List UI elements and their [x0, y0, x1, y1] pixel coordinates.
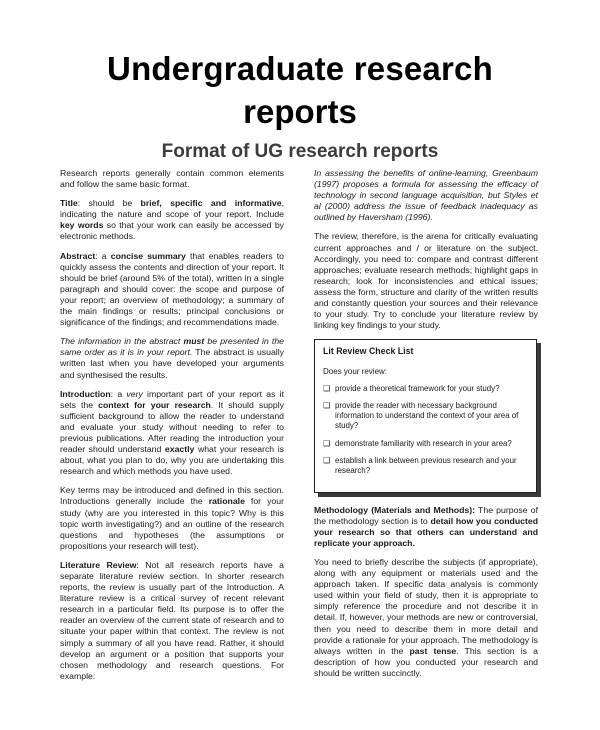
review-paragraph: The review, therefore, is the arena for critically evaluating current approaches and / or literature on the subject. Accordingly, you need to: compare and contrast different approaches; evaluate research methods; highlight gaps in research; look for inconsistencies and ethical issues; assess the form, structure and clarity of the written results and constantly question your sources and their relevance to your study. Try to conclude your literature review by linking key findings to your study.	[314, 231, 538, 331]
page-title-line2: reports	[243, 93, 357, 130]
checklist-item: ❏ demonstrate familiarity with research in your area?	[323, 438, 512, 448]
intro-paragraph: Research reports generally contain common elements and follow the same basic format.	[60, 168, 284, 190]
methodology-detail-paragraph: You need to briefly describe the subjects (if appropriate), along with any equipment or materials used and the approach taken. If specific data analysis is commonly used within your field of study, then it is appropriate to simply reference the procedure and not describe it in detail. If, however, your methods are new or controversial, then you need to describe them in more detail and provide a rationale for your approach. The methodology is always written in the past tense. This section is a description of how you conducted your research and should be written succinctly.	[314, 556, 538, 678]
checkbox-icon: ❏	[323, 383, 331, 393]
title-paragraph: Title: should be brief, specific and informative, indicating the nature and scope of your report. Include key words so that your work can easily be accessed by electronic methods.	[60, 198, 284, 242]
left-column	[60, 168, 284, 690]
methodology-paragraph: Methodology (Materials and Methods): The purpose of the methodology section is to detail how you conducted your research so that others can understand and replicate your approach.	[314, 504, 539, 548]
checklist-title: Lit Review Check List	[323, 346, 414, 357]
introduction-paragraph: Introduction: a very important part of your report as it sets the context for your research. It should supply sufficient background to allow the reader to understand and evaluate your study without needing to refer to previous publications. After reading the introduction your reader should understand exactly what your research is about, what you plan to do, why you are undertaking this research and which methods you have used.	[60, 388, 284, 477]
checklist-item: ❏ provide the reader with necessary background information to understand the context of your area of study?	[323, 400, 519, 431]
checkbox-icon: ❏	[323, 438, 331, 448]
checklist-item: ❏ establish a link between previous research and your research?	[323, 455, 517, 476]
checkbox-icon: ❏	[323, 400, 331, 410]
literature-review-paragraph: Literature Review: Not all research reports have a separate literature review section. In shorter research reports, the review is usually part of the Introduction. A literature review is a critical survey of recent relevant research in a particular field. Its purpose is to offer the reader an overview of the current state of research and to situate your paper within that context. The review is not simply a summary of all you have read. Rather, it should develop an argument or a position that supports your chosen methodology and research questions. For example:	[60, 559, 284, 681]
lit-review-checklist-box	[314, 339, 537, 492]
right-column	[314, 168, 538, 687]
page-subtitle: Format of UG research reports	[161, 141, 439, 162]
checkbox-icon: ❏	[323, 455, 331, 465]
abstract-paragraph: Abstract: a concise summary that enables readers to quickly assess the contents and direction of your report. It should be brief (around 5% of the total), written in a single paragraph and should cover: the scope and purpose of your report; an overview of methodology; a summary of the main findings or results; principal conclusions or significance of the findings; and recommendations made.	[60, 250, 285, 328]
abstract-note-paragraph: The information in the abstract must be presented in the same order as it is in your report. The abstract is usually written last when you have developed your arguments and synthesised the results.	[60, 336, 285, 380]
checklist-item: ❏ provide a theoretical framework for your study?	[323, 383, 500, 393]
checklist-question: Does your review:	[323, 367, 388, 377]
citation-example-paragraph: In assessing the benefits of online-learning, Greenbaum (1997) proposes a formula for assessing the efficacy of technology in second language acquisition, but Styles et al (2000) address the issue of feedback inadequacy as outlined by Haversham (1996).	[314, 168, 538, 223]
key-terms-paragraph: Key terms may be introduced and defined in this section. Introductions generally include the rationale for your study (why are you interested in this topic? Why is this topic worth investigating?) and an outline of the research questions and hypotheses (the assumptions or propositions your research will test).	[60, 485, 284, 551]
page-title-line1: Undergraduate research	[107, 50, 493, 87]
